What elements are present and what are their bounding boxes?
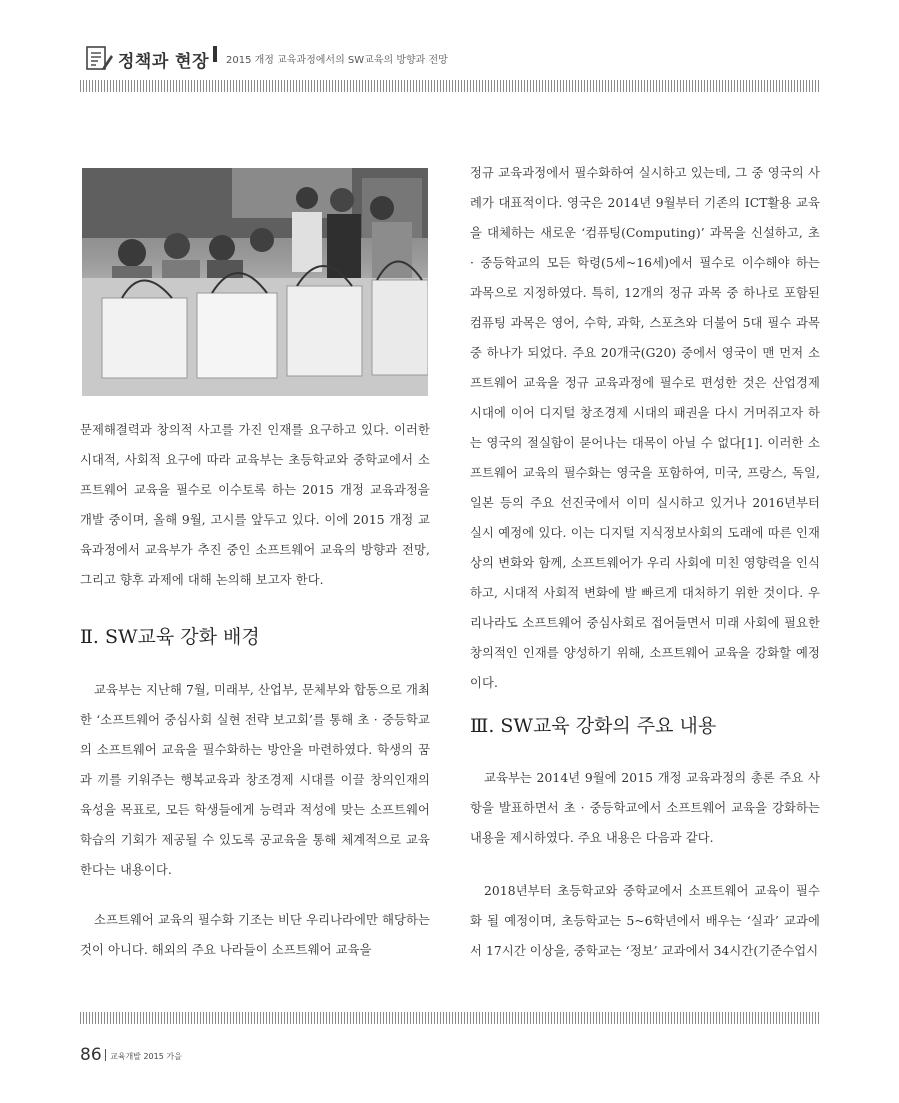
section-heading-2: Ⅱ. SW교육 강화 배경	[80, 626, 260, 648]
right-column-body-2	[470, 876, 820, 966]
publication-name: 교육개발 2015 가을	[110, 1052, 182, 1061]
right-column-body	[470, 763, 820, 853]
left-column-body	[80, 675, 430, 885]
body-paragraph: 정규 교육과정에서 필수화하여 실시하고 있는데, 그 중 영국의 사례가 대표적이다. 영국은 2014년 9월부터 기존의 ICT활용 교육을 대체하는 새로운 ‘컴퓨팅(Computing)’ 과목을 신설하고, 초 · 중등학교의 모든 학령(5세~16세)에서 필수로 이수해야 하는 과목으로 지정하였다. 특히, 12개의 정규 과목 중 하나로 포함된 컴퓨팅 과목은 영어, 수학, 과학, 스포츠와 더불어 5대 필수 과목 중 하나가 되었다. 주요 20개국(G20) 중에서 영국이 맨 먼저 소프트웨어 교육을 정규 교육과정에 필수로 편성한 것은 산업경제 시대에 이어 디지털 창조경제 시대의 패권을 다시 거머쥐고자 하는 영국의 절실함이 묻어나는 대목이 아닐 수 없다[1]. 이러한 소프트웨어 교육의 필수화는 영국을 포함하여, 미국, 프랑스, 독일, 일본 등의 주요 선진국에서 이미 실시하고 있거나 2016년부터 실시 예정에 있다. 이는 디지털 지식정보사회의 도래에 따른 인재상의 변화와 함께, 소프트웨어가 우리 사회에 미친 영향력을 인식하고, 시대적 사회적 변화에 발 빠르게 대처하기 위한 것이다. 우리나라도 소프트웨어 중심사회로 접어들면서 미래 사회에 필요한 창의적인 인재를 양성하기 위해, 소프트웨어 교육을 강화할 예정이다.	[470, 166, 820, 690]
section-heading-3: Ⅲ. SW교육 강화의 주요 내용	[470, 715, 717, 737]
article-subtitle: 2015 개정 교육과정에서의 SW교육의 방향과 전망	[226, 55, 448, 66]
footer-divider	[105, 1049, 106, 1061]
header-stripe	[80, 80, 820, 92]
page-header	[80, 40, 820, 76]
footer-stripe	[80, 1012, 820, 1024]
intro-paragraph: 문제해결력과 창의적 사고를 가진 인재를 요구하고 있다. 이러한 시대적, 사회적 요구에 따라 교육부는 초등학교와 중학교에서 소프트웨어 교육을 필수로 이수토록 하는 2015 개정 교육과정을 개발 중이며, 올해 9월, 고시를 앞두고 있다. 이에 2015 개정 교육과정에서 교육부가 추진 중인 소프트웨어 교육의 방향과 전망, 그리고 향후 과제에 대해 논의해 보고자 한다.	[80, 423, 430, 587]
left-column-body-2	[80, 905, 430, 965]
body-paragraph: 소프트웨어 교육의 필수화 기조는 비단 우리나라에만 해당하는 것이 아니다. 해외의 주요 나라들이 소프트웨어 교육을	[80, 913, 430, 957]
left-column-text	[80, 415, 430, 595]
document-pen-icon	[84, 43, 114, 73]
classroom-photo	[82, 168, 428, 396]
body-paragraph: 교육부는 지난해 7월, 미래부, 산업부, 문체부와 합동으로 개최한 ‘소프트웨어 중심사회 실현 전략 보고회’를 통해 초 · 중등학교의 소프트웨어 교육을 필수화하는 방안을 마련하였다. 학생의 꿈과 끼를 키워주는 행복교육과 창조경제 시대를 이끌 창의인재의 육성을 목표로, 모든 학생들에게 능력과 적성에 맞는 소프트웨어 학습의 기회가 제공될 수 있도록 공교육을 통해 체계적으로 교육한다는 내용이다.	[80, 683, 430, 877]
body-paragraph: 2018년부터 초등학교와 중학교에서 소프트웨어 교육이 필수화 될 예정이며, 초등학교는 5~6학년에서 배우는 ‘실과’ 교과에서 17시간 이상을, 중학교는 ‘정보’ 교과에서 34시간(기준수업시	[470, 884, 820, 958]
classroom-3d-printers-photo	[82, 168, 428, 396]
body-paragraph: 교육부는 2014년 9월에 2015 개정 교육과정의 총론 주요 사항을 발표하면서 초 · 중등학교에서 소프트웨어 교육을 강화하는 내용을 제시하였다. 주요 내용은 다음과 같다.	[470, 771, 820, 845]
section-title: 정책과 현장	[118, 52, 210, 72]
right-column-text	[470, 158, 820, 698]
header-divider	[213, 46, 217, 62]
page-number: 86	[80, 1045, 102, 1065]
